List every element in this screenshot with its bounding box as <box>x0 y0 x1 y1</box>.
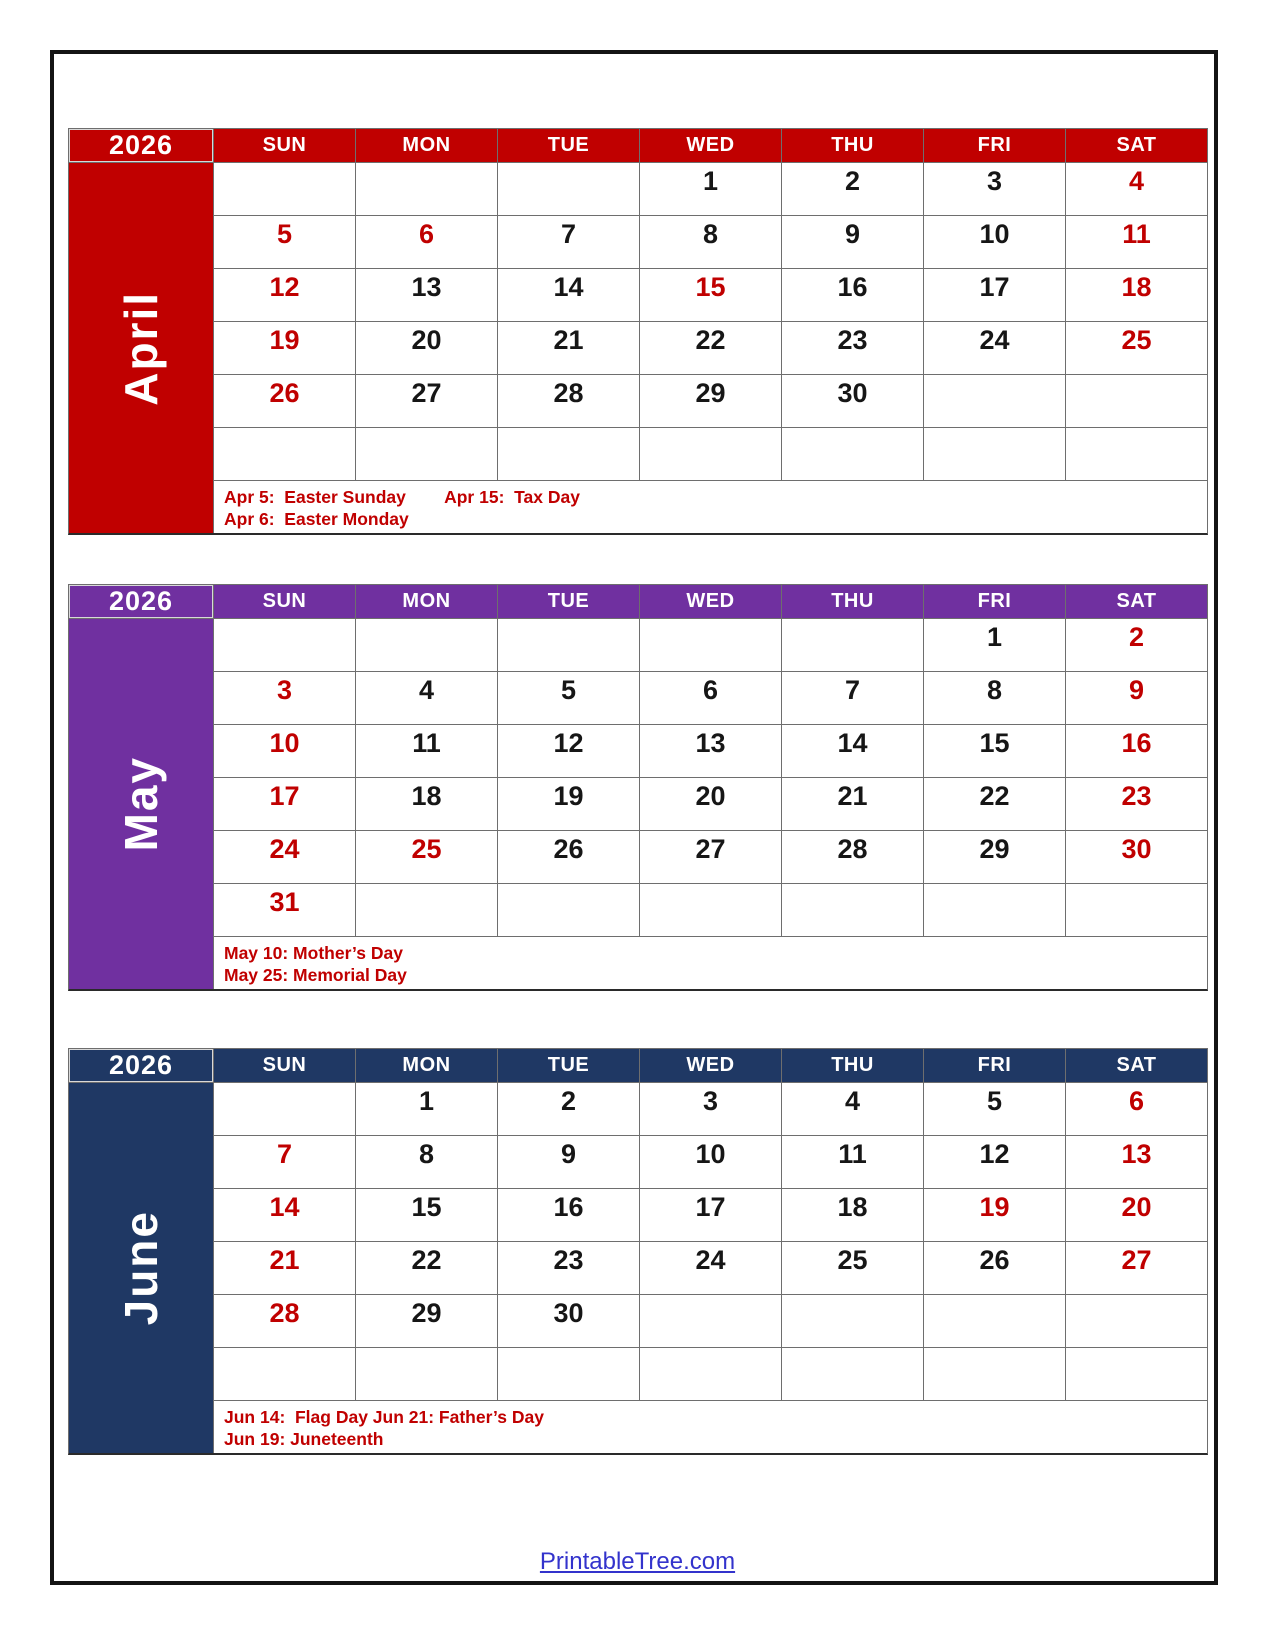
date-cell: 14 <box>498 269 639 321</box>
date-cell <box>924 1348 1065 1400</box>
date-cell <box>356 1348 497 1400</box>
date-cell: 22 <box>924 778 1065 830</box>
date-cell: 17 <box>214 778 355 830</box>
date-cell: 30 <box>782 375 923 427</box>
date-cell: 20 <box>640 778 781 830</box>
date-cell: 22 <box>640 322 781 374</box>
date-cell: 12 <box>924 1136 1065 1188</box>
date-cell: 10 <box>924 216 1065 268</box>
date-cell: 8 <box>924 672 1065 724</box>
date-cell: 25 <box>782 1242 923 1294</box>
date-cell: 18 <box>1066 269 1207 321</box>
holiday-note: Apr 5: Easter Sunday Apr 15: Tax Day <box>224 487 580 507</box>
date-cell: 1 <box>640 163 781 215</box>
date-cell: 9 <box>498 1136 639 1188</box>
holiday-note: Jun 19: Juneteenth <box>224 1429 384 1449</box>
date-cell <box>640 884 781 936</box>
date-cell <box>356 884 497 936</box>
date-cell: 4 <box>782 1083 923 1135</box>
date-cell: 10 <box>640 1136 781 1188</box>
day-header-sun: SUN <box>214 585 355 618</box>
date-cell: 14 <box>214 1189 355 1241</box>
date-cell <box>782 884 923 936</box>
date-cell: 12 <box>498 725 639 777</box>
month-name-label: May <box>115 756 167 852</box>
date-cell <box>498 1348 639 1400</box>
date-cell <box>1066 428 1207 480</box>
date-cell <box>356 163 497 215</box>
date-cell <box>1066 1295 1207 1347</box>
date-cell: 11 <box>356 725 497 777</box>
date-cell: 23 <box>782 322 923 374</box>
day-header-tue: TUE <box>498 129 639 162</box>
date-cell: 13 <box>1066 1136 1207 1188</box>
date-cell: 28 <box>498 375 639 427</box>
date-cell: 23 <box>1066 778 1207 830</box>
date-cell: 26 <box>498 831 639 883</box>
date-cell: 24 <box>214 831 355 883</box>
date-cell <box>498 884 639 936</box>
date-cell: 14 <box>782 725 923 777</box>
date-cell: 21 <box>498 322 639 374</box>
date-cell <box>356 619 497 671</box>
date-cell: 9 <box>1066 672 1207 724</box>
month-name-label: April <box>115 290 167 406</box>
date-cell: 27 <box>1066 1242 1207 1294</box>
date-cell: 29 <box>924 831 1065 883</box>
holiday-notes <box>214 1401 1207 1453</box>
month-name-label: June <box>115 1210 167 1326</box>
date-cell: 3 <box>640 1083 781 1135</box>
year-label: 2026 <box>69 585 213 618</box>
date-cell: 11 <box>782 1136 923 1188</box>
date-cell: 6 <box>356 216 497 268</box>
day-header-tue: TUE <box>498 585 639 618</box>
date-cell: 2 <box>498 1083 639 1135</box>
day-header-sat: SAT <box>1066 1049 1207 1082</box>
day-header-wed: WED <box>640 585 781 618</box>
day-header-fri: FRI <box>924 585 1065 618</box>
date-cell: 5 <box>924 1083 1065 1135</box>
date-cell: 8 <box>356 1136 497 1188</box>
date-cell <box>498 428 639 480</box>
date-cell: 21 <box>214 1242 355 1294</box>
date-cell: 15 <box>640 269 781 321</box>
date-cell <box>498 163 639 215</box>
holiday-note: May 25: Memorial Day <box>224 965 407 985</box>
day-header-sat: SAT <box>1066 129 1207 162</box>
date-cell <box>214 1083 355 1135</box>
date-cell: 30 <box>498 1295 639 1347</box>
date-cell: 15 <box>924 725 1065 777</box>
date-cell <box>1066 884 1207 936</box>
date-cell: 25 <box>1066 322 1207 374</box>
date-cell: 20 <box>1066 1189 1207 1241</box>
year-label: 2026 <box>69 129 213 162</box>
day-header-sun: SUN <box>214 1049 355 1082</box>
date-cell: 29 <box>640 375 781 427</box>
date-cell: 5 <box>498 672 639 724</box>
date-cell: 20 <box>356 322 497 374</box>
date-cell: 1 <box>924 619 1065 671</box>
date-cell <box>782 1295 923 1347</box>
day-header-thu: THU <box>782 1049 923 1082</box>
day-header-mon: MON <box>356 585 497 618</box>
holiday-notes <box>214 481 1207 533</box>
day-header-sun: SUN <box>214 129 355 162</box>
date-cell: 26 <box>924 1242 1065 1294</box>
day-header-tue: TUE <box>498 1049 639 1082</box>
date-cell <box>214 619 355 671</box>
date-cell: 7 <box>498 216 639 268</box>
date-cell: 28 <box>214 1295 355 1347</box>
date-cell: 18 <box>782 1189 923 1241</box>
date-cell <box>356 428 497 480</box>
day-header-sat: SAT <box>1066 585 1207 618</box>
date-cell: 21 <box>782 778 923 830</box>
date-cell: 7 <box>782 672 923 724</box>
date-cell <box>1066 1348 1207 1400</box>
date-cell: 23 <box>498 1242 639 1294</box>
date-cell: 24 <box>640 1242 781 1294</box>
month-calendar-june <box>68 1048 1208 1455</box>
month-calendar-april <box>68 128 1208 535</box>
date-cell <box>1066 375 1207 427</box>
date-cell: 19 <box>498 778 639 830</box>
date-cell: 27 <box>640 831 781 883</box>
date-cell: 4 <box>1066 163 1207 215</box>
date-cell: 2 <box>782 163 923 215</box>
date-cell: 9 <box>782 216 923 268</box>
date-cell: 12 <box>214 269 355 321</box>
month-calendar-may <box>68 584 1208 991</box>
date-cell <box>214 1348 355 1400</box>
holiday-note: May 10: Mother’s Day <box>224 943 403 963</box>
date-cell <box>498 619 639 671</box>
date-cell <box>924 884 1065 936</box>
date-cell: 29 <box>356 1295 497 1347</box>
date-cell: 30 <box>1066 831 1207 883</box>
date-cell: 17 <box>640 1189 781 1241</box>
date-cell <box>924 1295 1065 1347</box>
date-cell: 15 <box>356 1189 497 1241</box>
date-cell: 8 <box>640 216 781 268</box>
date-cell: 6 <box>640 672 781 724</box>
date-cell: 4 <box>356 672 497 724</box>
holiday-note: Jun 14: Flag Day Jun 21: Father’s Day <box>224 1407 544 1427</box>
date-cell: 10 <box>214 725 355 777</box>
date-cell: 19 <box>214 322 355 374</box>
date-cell: 22 <box>356 1242 497 1294</box>
date-cell <box>640 619 781 671</box>
year-label: 2026 <box>69 1049 213 1082</box>
date-cell: 25 <box>356 831 497 883</box>
month-sidebar <box>69 163 213 533</box>
day-header-wed: WED <box>640 129 781 162</box>
date-cell: 26 <box>214 375 355 427</box>
date-cell <box>640 1295 781 1347</box>
date-cell: 2 <box>1066 619 1207 671</box>
date-cell <box>782 428 923 480</box>
date-cell <box>214 163 355 215</box>
date-cell <box>924 428 1065 480</box>
day-header-wed: WED <box>640 1049 781 1082</box>
day-header-thu: THU <box>782 585 923 618</box>
date-cell: 16 <box>498 1189 639 1241</box>
holiday-notes <box>214 937 1207 989</box>
date-cell: 13 <box>356 269 497 321</box>
date-cell: 16 <box>1066 725 1207 777</box>
day-header-fri: FRI <box>924 129 1065 162</box>
date-cell <box>782 619 923 671</box>
date-cell <box>782 1348 923 1400</box>
day-header-mon: MON <box>356 129 497 162</box>
date-cell <box>214 428 355 480</box>
date-cell: 19 <box>924 1189 1065 1241</box>
date-cell: 24 <box>924 322 1065 374</box>
date-cell: 6 <box>1066 1083 1207 1135</box>
footer <box>0 1548 1275 1576</box>
date-cell: 27 <box>356 375 497 427</box>
date-cell: 1 <box>356 1083 497 1135</box>
date-cell: 3 <box>924 163 1065 215</box>
date-cell: 13 <box>640 725 781 777</box>
day-header-thu: THU <box>782 129 923 162</box>
date-cell: 11 <box>1066 216 1207 268</box>
date-cell <box>640 428 781 480</box>
date-cell: 28 <box>782 831 923 883</box>
date-cell <box>924 375 1065 427</box>
month-sidebar <box>69 619 213 989</box>
month-sidebar <box>69 1083 213 1453</box>
date-cell <box>640 1348 781 1400</box>
date-cell: 18 <box>356 778 497 830</box>
date-cell: 17 <box>924 269 1065 321</box>
date-cell: 7 <box>214 1136 355 1188</box>
day-header-mon: MON <box>356 1049 497 1082</box>
footer-link[interactable]: PrintableTree.com <box>539 1548 736 1575</box>
date-cell: 16 <box>782 269 923 321</box>
date-cell: 31 <box>214 884 355 936</box>
day-header-fri: FRI <box>924 1049 1065 1082</box>
date-cell: 3 <box>214 672 355 724</box>
holiday-note: Apr 6: Easter Monday <box>224 509 409 529</box>
date-cell: 5 <box>214 216 355 268</box>
